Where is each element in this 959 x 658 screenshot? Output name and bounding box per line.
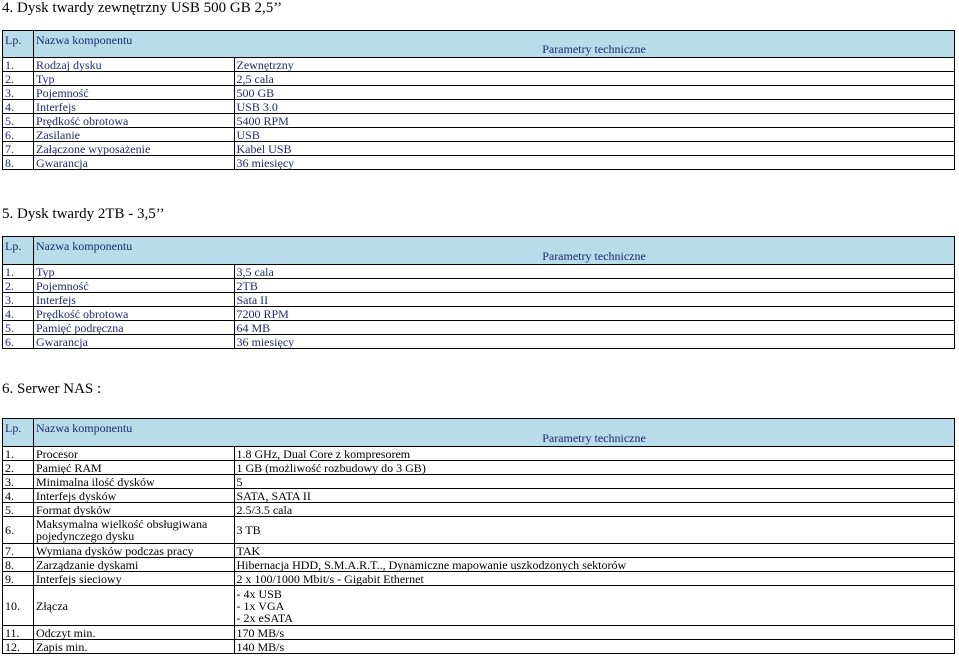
section-4-title: 4. Dysk twardy zewnętrzny USB 500 GB 2,5’’ (2, 0, 283, 16)
table-row (3, 447, 955, 461)
header-params: Parametry techniczne (234, 31, 955, 58)
row-value: 5400 RPM (234, 114, 955, 128)
row-value: 5 (234, 475, 955, 489)
row-lp: 8. (3, 558, 34, 572)
row-lp: 1. (3, 58, 34, 72)
row-name-line: Maksymalna wielkość obsługiwana (36, 517, 208, 531)
header-params: Parametry techniczne (234, 419, 955, 447)
row-name-line: pojedynczego dysku (36, 529, 135, 543)
section-4-table (2, 30, 955, 170)
section-5-table (2, 236, 955, 349)
table-row (3, 293, 955, 307)
table-row (3, 626, 955, 640)
table-row (3, 156, 955, 170)
table-row (3, 586, 955, 626)
row-lp: 3. (3, 293, 34, 307)
row-value: 3 TB (234, 517, 955, 544)
row-lp: 2. (3, 72, 34, 86)
header-name: Nazwa komponentu (34, 419, 235, 447)
row-lp: 6. (3, 128, 34, 142)
row-name: Interfejs (34, 100, 235, 114)
row-value: TAK (234, 544, 955, 558)
table-row (3, 489, 955, 503)
header-params: Parametry techniczne (234, 237, 955, 265)
row-name: Typ (34, 265, 235, 279)
table-row (3, 265, 955, 279)
row-name: Wymiana dysków podczas pracy (34, 544, 235, 558)
row-lp: 5. (3, 321, 34, 335)
row-lp: 2. (3, 461, 34, 475)
row-value: SATA, SATA II (234, 489, 955, 503)
row-lp: 6. (3, 335, 34, 349)
table-row (3, 58, 955, 72)
row-name: Prędkość obrotowa (34, 114, 235, 128)
row-name: Gwarancja (34, 335, 235, 349)
row-lp: 9. (3, 572, 34, 586)
row-name: Pamięć RAM (34, 461, 235, 475)
row-value: Zewnętrzny (234, 58, 955, 72)
row-name: Gwarancja (34, 156, 235, 170)
row-lp: 4. (3, 100, 34, 114)
row-name: Interfejs (34, 293, 235, 307)
row-value: 36 miesięcy (234, 156, 955, 170)
row-lp: 4. (3, 489, 34, 503)
row-name: Minimalna ilość dysków (34, 475, 235, 489)
header-lp: Lp. (3, 31, 34, 58)
table-row (3, 128, 955, 142)
table-row (3, 279, 955, 293)
row-name: Zapis min. (34, 640, 235, 654)
table-header-row (3, 31, 955, 58)
table-row (3, 517, 955, 544)
table-row (3, 461, 955, 475)
row-value: 1.8 GHz, Dual Core z kompresorem (234, 447, 955, 461)
header-lp: Lp. (3, 419, 34, 447)
row-value: Sata II (234, 293, 955, 307)
row-value-line: - 4x USB (236, 586, 282, 601)
row-lp: 1. (3, 447, 34, 461)
row-lp: 5. (3, 503, 34, 517)
row-lp: 3. (3, 86, 34, 100)
row-lp: 11. (3, 626, 34, 640)
row-lp: 12. (3, 640, 34, 654)
table-row (3, 640, 955, 654)
row-name: Odczyt min. (34, 626, 235, 640)
row-value: 170 MB/s (234, 626, 955, 640)
header-name: Nazwa komponentu (34, 237, 235, 265)
row-value: 2TB (234, 279, 955, 293)
row-value (234, 586, 955, 626)
row-lp: 10. (3, 586, 34, 626)
row-name: Typ (34, 72, 235, 86)
table-header-row (3, 237, 955, 265)
row-name: Interfejs dysków (34, 489, 235, 503)
row-value: 1 GB (możliwość rozbudowy do 3 GB) (234, 461, 955, 475)
header-name: Nazwa komponentu (34, 31, 235, 58)
row-lp: 7. (3, 142, 34, 156)
row-name: Pojemność (34, 279, 235, 293)
row-name: Rodzaj dysku (34, 58, 235, 72)
row-value: USB 3.0 (234, 100, 955, 114)
row-value: USB (234, 128, 955, 142)
row-value: Kabel USB (234, 142, 955, 156)
row-lp: 3. (3, 475, 34, 489)
row-name: Format dysków (34, 503, 235, 517)
table-row (3, 100, 955, 114)
row-lp: 8. (3, 156, 34, 170)
table-row (3, 544, 955, 558)
row-lp: 5. (3, 114, 34, 128)
row-name: Pamięć podręczna (34, 321, 235, 335)
table-row (3, 572, 955, 586)
row-name: Pojemność (34, 86, 235, 100)
row-lp: 2. (3, 279, 34, 293)
row-value: 2 x 100/1000 Mbit/s - Gigabit Ethernet (234, 572, 955, 586)
table-row (3, 558, 955, 572)
row-value: 3,5 cala (234, 265, 955, 279)
section-5-title: 5. Dysk twardy 2TB - 3,5’’ (2, 206, 165, 222)
row-value: 500 GB (234, 86, 955, 100)
table-row (3, 321, 955, 335)
table-header-row (3, 419, 955, 447)
row-value: 140 MB/s (234, 640, 955, 654)
row-value: 64 MB (234, 321, 955, 335)
row-name: Procesor (34, 447, 235, 461)
row-value: 36 miesięcy (234, 335, 955, 349)
row-name: Zasilanie (34, 128, 235, 142)
row-lp: 7. (3, 544, 34, 558)
row-lp: 1. (3, 265, 34, 279)
header-lp: Lp. (3, 237, 34, 265)
row-lp: 6. (3, 517, 34, 544)
row-name: Załączone wyposażenie (34, 142, 235, 156)
table-row (3, 335, 955, 349)
row-value: 2,5 cala (234, 72, 955, 86)
row-name: Interfejs sieciowy (34, 572, 235, 586)
table-row (3, 142, 955, 156)
row-value: 7200 RPM (234, 307, 955, 321)
row-name: Prędkość obrotowa (34, 307, 235, 321)
row-name: Złącza (34, 586, 235, 626)
table-row (3, 72, 955, 86)
row-value-line: - 1x VGA (236, 598, 285, 613)
row-value-line: - 2x eSATA (236, 610, 293, 625)
row-name (34, 517, 235, 544)
row-value: Hibernacja HDD, S.M.A.R.T.., Dynamiczne mapowanie uszkodzonych sektorów (234, 558, 955, 572)
section-6-table (2, 418, 955, 654)
table-row (3, 307, 955, 321)
table-row (3, 86, 955, 100)
row-name: Zarządzanie dyskami (34, 558, 235, 572)
row-lp: 4. (3, 307, 34, 321)
table-row (3, 475, 955, 489)
section-6-title: 6. Serwer NAS : (2, 381, 102, 397)
table-row (3, 503, 955, 517)
row-value: 2.5/3.5 cala (234, 503, 955, 517)
table-row (3, 114, 955, 128)
